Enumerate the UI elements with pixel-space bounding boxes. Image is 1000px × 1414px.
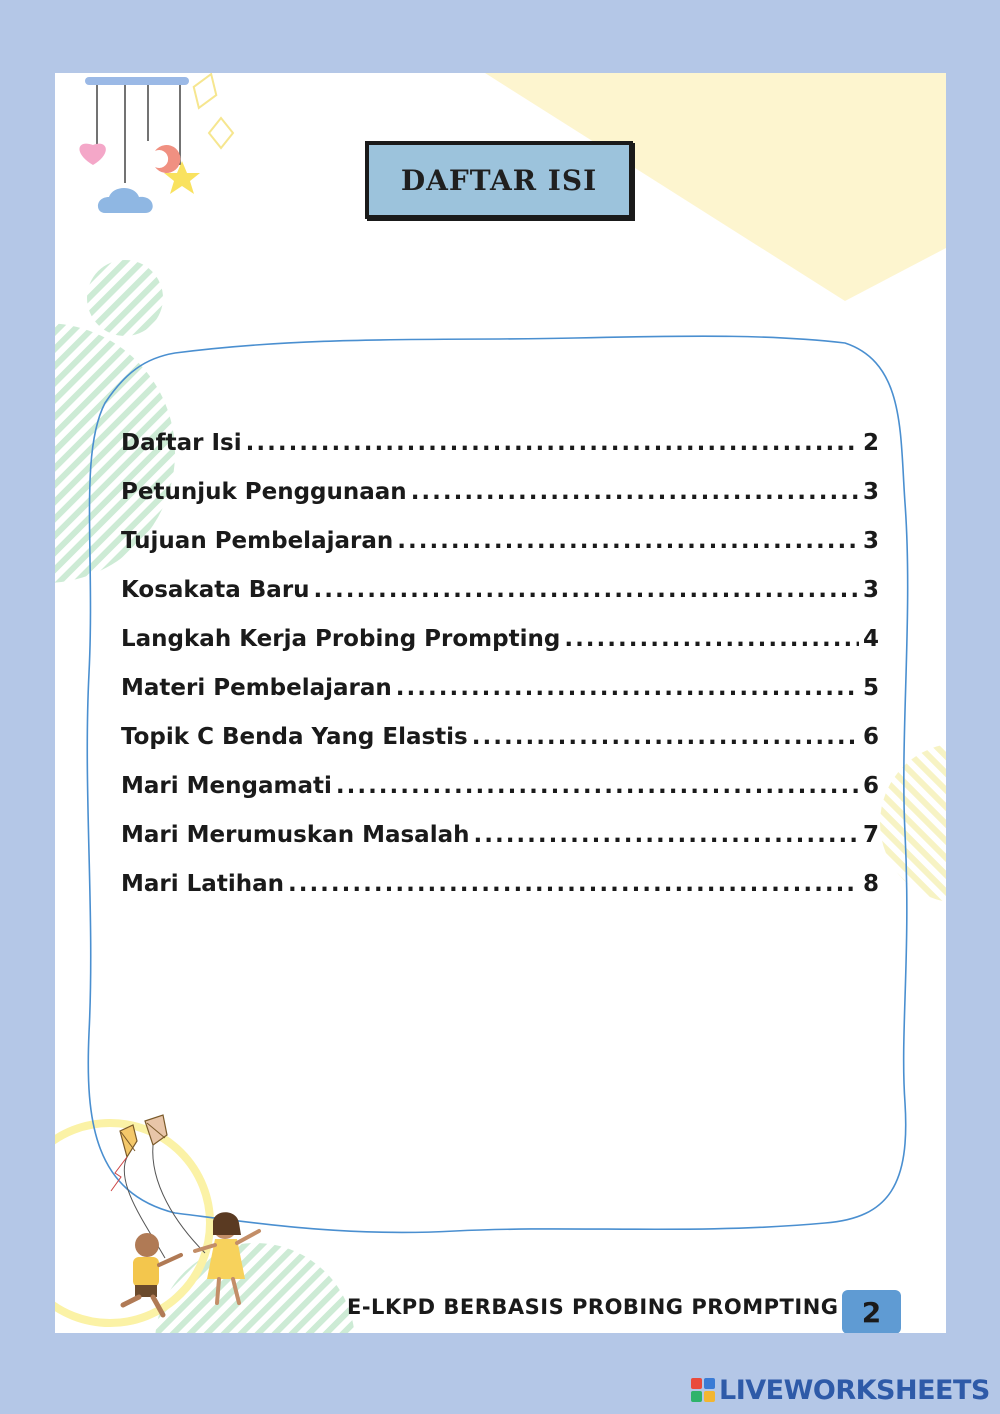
toc-item-page: 3 (862, 479, 879, 505)
toc-leader-dots (336, 773, 859, 799)
toc-item[interactable] (121, 479, 879, 528)
worksheet-page (55, 73, 946, 1333)
toc-item-page: 3 (862, 528, 879, 554)
toc-item-page: 6 (862, 724, 879, 750)
page-number-badge: 2 (842, 1290, 901, 1333)
page-title: DAFTAR ISI (400, 163, 598, 197)
table-of-contents (121, 430, 879, 920)
toc-item[interactable] (121, 577, 879, 626)
toc-item-page: 5 (862, 675, 879, 701)
toc-item-label: Mari Merumuskan Masalah (121, 822, 470, 848)
hanging-mobile-icon (79, 73, 233, 213)
toc-item-label: Materi Pembelajaran (121, 675, 392, 701)
toc-leader-dots (472, 724, 859, 750)
toc-item-page: 8 (862, 871, 879, 897)
brand-name: LIVEWORKSHEETS (719, 1374, 990, 1406)
toc-item[interactable] (121, 626, 879, 675)
toc-item-label: Mari Mengamati (121, 773, 332, 799)
toc-leader-dots (396, 675, 859, 701)
toc-item-page: 6 (862, 773, 879, 799)
toc-item-label: Daftar Isi (121, 430, 242, 456)
toc-item[interactable] (121, 528, 879, 577)
toc-item[interactable] (121, 871, 879, 920)
toc-leader-dots (246, 430, 859, 456)
toc-leader-dots (411, 479, 859, 505)
toc-item[interactable] (121, 675, 879, 724)
liveworksheets-logo-icon (691, 1378, 715, 1402)
toc-item-label: Petunjuk Penggunaan (121, 479, 407, 505)
toc-item-page: 4 (862, 626, 879, 652)
toc-item[interactable] (121, 773, 879, 822)
toc-item-label: Topik C Benda Yang Elastis (121, 724, 468, 750)
green-dotted-circle (87, 260, 163, 336)
toc-item-label: Kosakata Baru (121, 577, 310, 603)
toc-item-label: Mari Latihan (121, 871, 284, 897)
toc-leader-dots (397, 528, 859, 554)
toc-item-label: Langkah Kerja Probing Prompting (121, 626, 561, 652)
toc-leader-dots (288, 871, 859, 897)
toc-item[interactable] (121, 724, 879, 773)
yellow-striped-circle-right (880, 743, 946, 903)
toc-leader-dots (473, 822, 859, 848)
title-box (365, 141, 633, 219)
toc-item-page: 7 (862, 822, 879, 848)
yellow-ring (55, 1123, 210, 1323)
toc-item-label: Tujuan Pembelajaran (121, 528, 394, 554)
toc-item-page: 3 (862, 577, 879, 603)
liveworksheets-brand[interactable] (691, 1373, 990, 1407)
footer-title: E-LKPD BERBASIS PROBING PROMPTING (347, 1295, 839, 1319)
toc-item[interactable] (121, 822, 879, 871)
toc-leader-dots (564, 626, 859, 652)
toc-item-page: 2 (862, 430, 879, 456)
toc-leader-dots (314, 577, 859, 603)
toc-item[interactable] (121, 430, 879, 479)
